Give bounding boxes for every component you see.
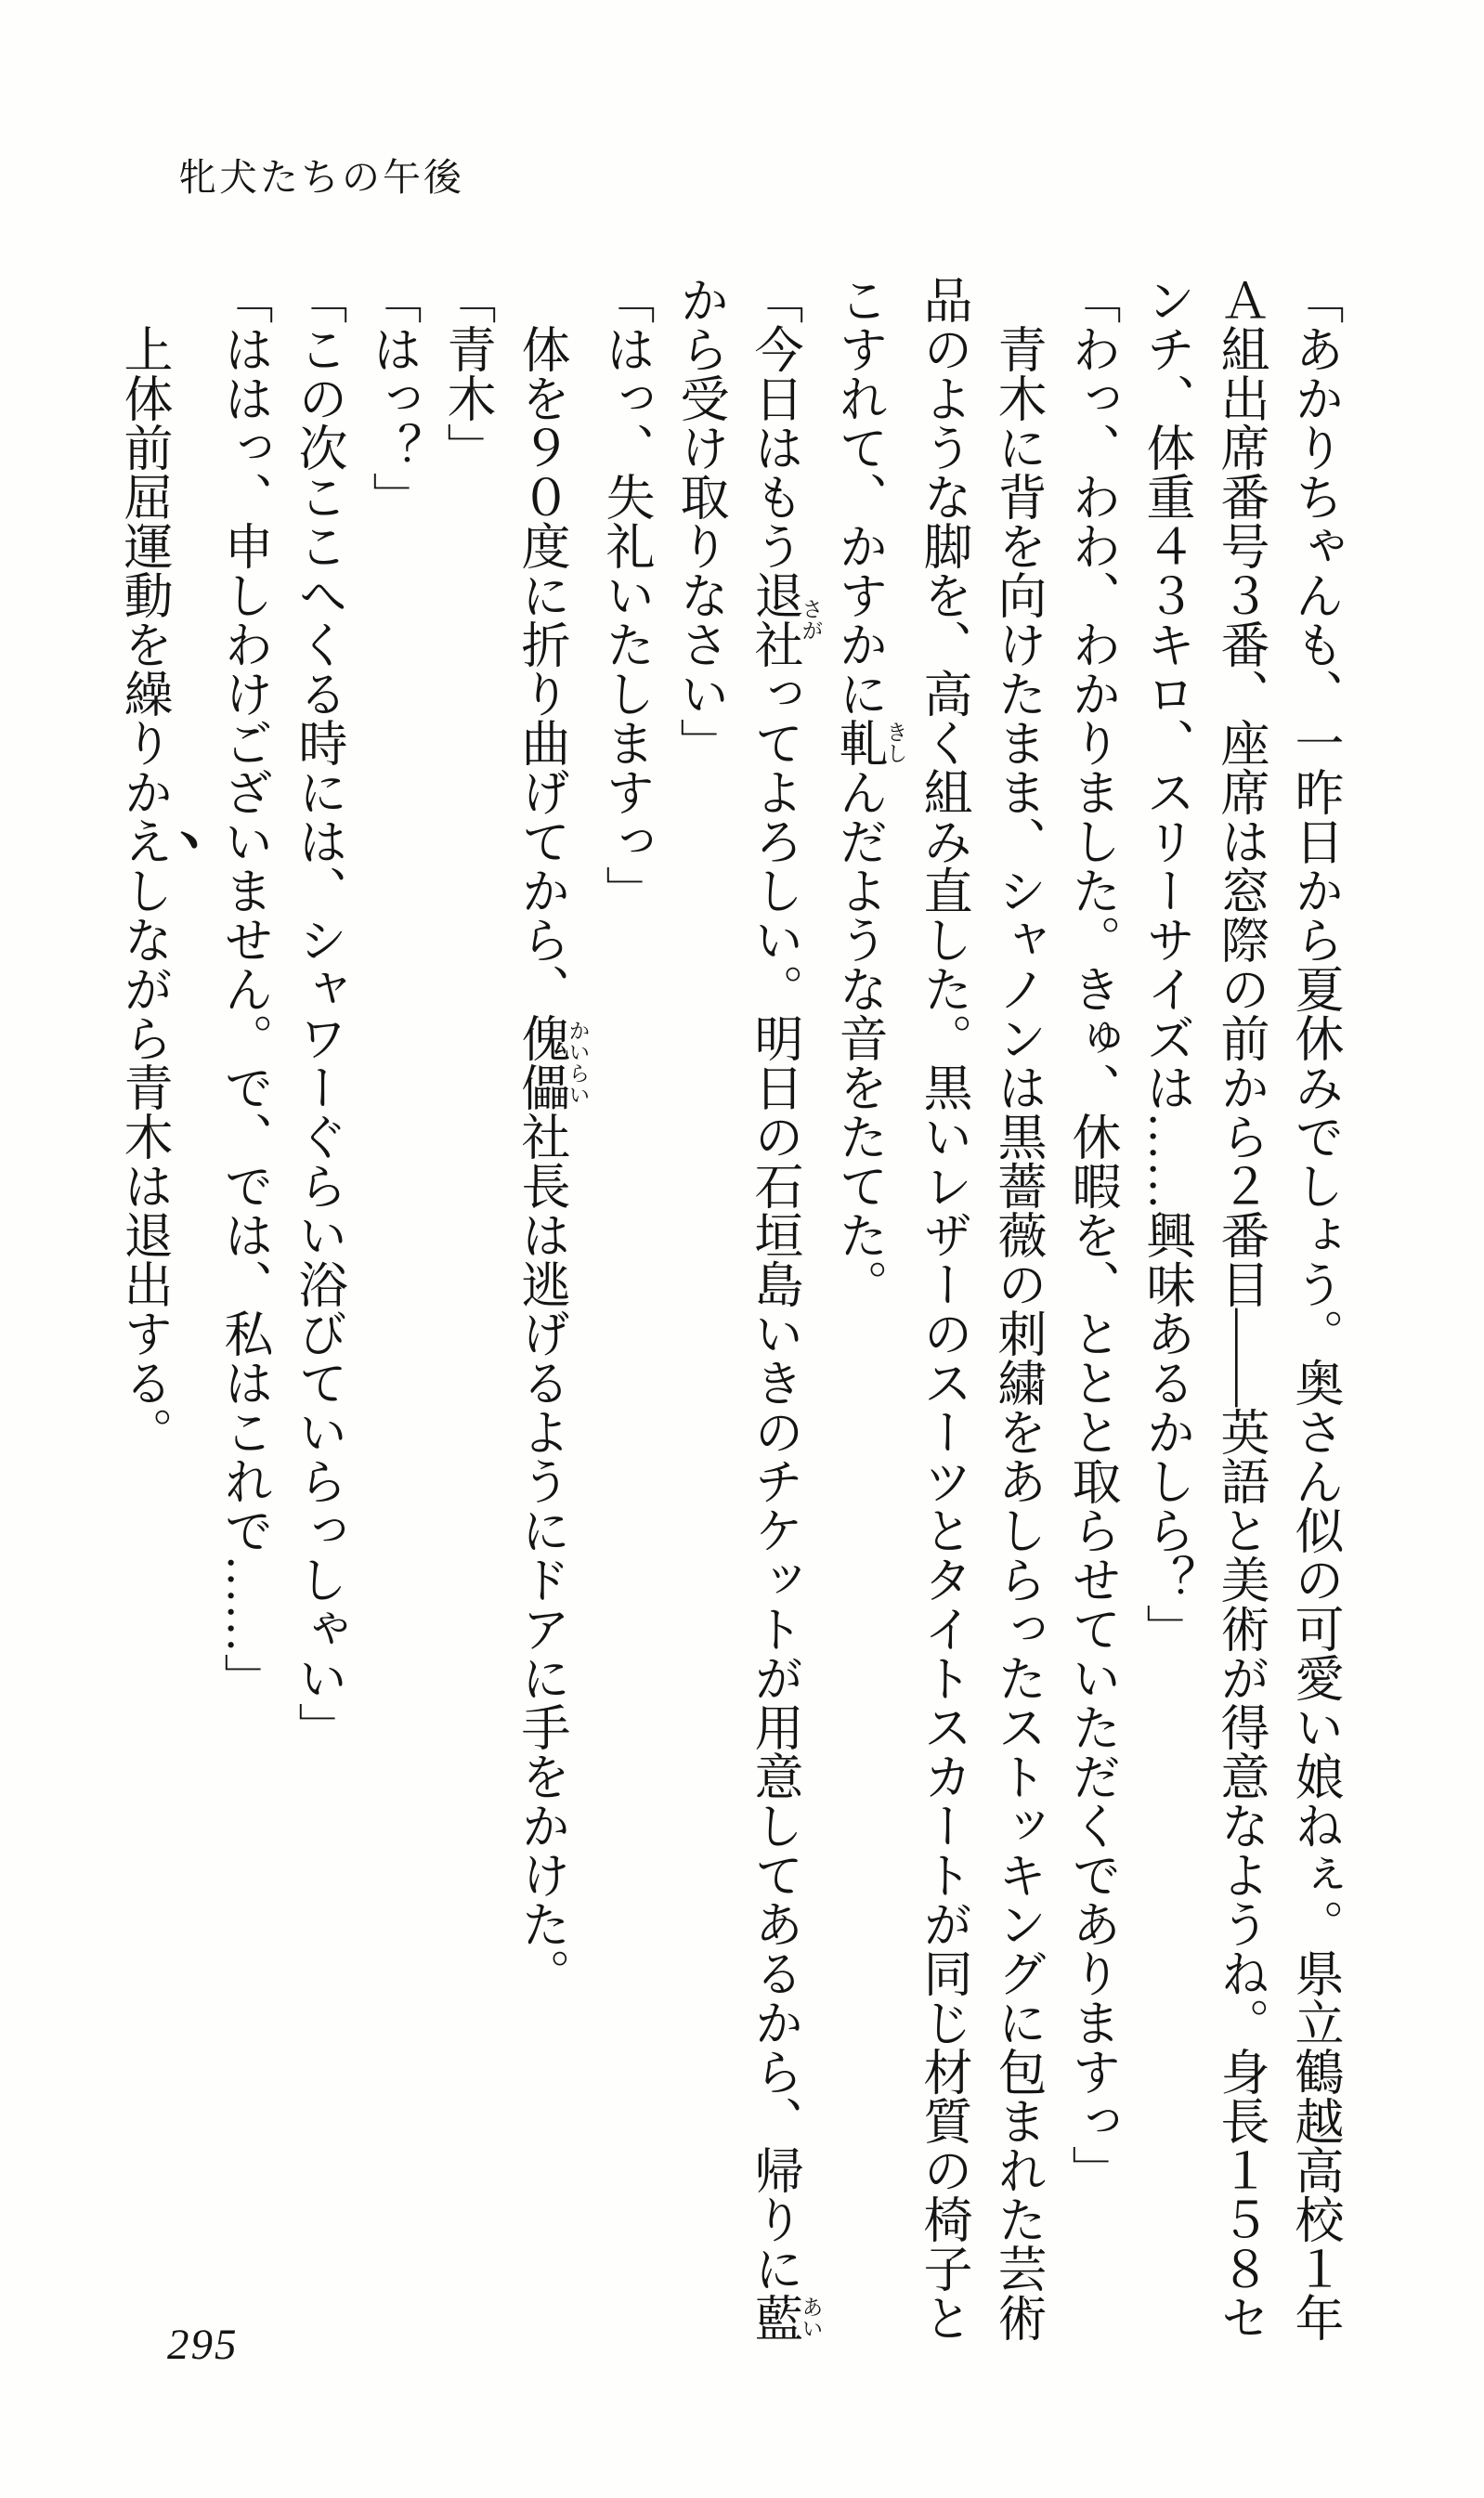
text-segment: 青木に背を向けたまま、シャノンは黒薔薇の刺繍をあしらったストッキングに包まれた芸術	[991, 324, 1045, 2342]
text-segment: 「あかりちゃんも、一昨日から夏休みでしょう。奥さん似の可愛い娘ねぇ。県立鶴越高校１年	[1288, 275, 1342, 2342]
text-line	[504, 275, 589, 2362]
text-segment: 「はっ、失礼いたしますっ」	[599, 275, 653, 915]
ruby-annotated-text: 傀儡かいらい	[514, 1013, 590, 1112]
text-line	[1055, 275, 1129, 2362]
text-line	[207, 275, 281, 2362]
text-line	[589, 275, 663, 2362]
ruby-annotated-text: 藍あい	[748, 2293, 823, 2342]
text-segment: 上体前屈運動を繰りか	[117, 324, 171, 816]
text-line	[822, 275, 906, 2362]
text-line	[981, 275, 1055, 2362]
running-title: 牝犬たちの午後	[178, 156, 464, 199]
text-segment: 「この次ここへくる時には、シャワーぐらい浴びていらっしゃい」	[292, 275, 345, 1751]
text-segment: 社長は逃げるようにドアに手をかけた。	[514, 1112, 568, 1997]
text-line	[430, 275, 504, 2362]
text-line	[1204, 275, 1278, 2362]
text-line	[281, 275, 356, 2362]
text-line	[663, 275, 737, 2362]
emphasized-text: え	[117, 816, 171, 865]
text-segment: から受け取りなさい」	[673, 275, 727, 767]
text-line	[107, 275, 207, 2362]
text-segment: 「わっ、わわ、わかりました。きゅ、休暇を、ととと取らせていただくでありますっ」	[1065, 275, 1119, 2194]
text-segment: ってよろしい。明日の石垣島いきのチケットが用意してあるから、帰りに	[748, 669, 801, 2293]
text-segment: こすれて、かすかに	[832, 275, 886, 718]
text-segment: 「ははっ、申しわけございません。で、では、私はこれで……」	[217, 275, 271, 1702]
text-line	[1129, 275, 1204, 2362]
text-segment: 品のような脚を、高く組み直した。黒いレザーのスーツとタイトスカートが同じ材質の椅子と	[917, 275, 970, 2342]
text-segment: Ａ組出席番号３番、座席は窓際の前から２番目——英語と美術が得意なようね。身長１５８セ	[1214, 275, 1268, 2342]
text-block	[107, 275, 1352, 2362]
text-segment: 「今日はもう	[748, 275, 801, 570]
text-segment: 体を９０度に折り曲げてから、	[514, 324, 568, 1013]
text-line	[737, 275, 822, 2362]
ruby-annotated-text: 退社さが	[748, 570, 823, 669]
text-line	[1278, 275, 1352, 2362]
text-segment: 「はっ？」	[366, 275, 420, 521]
text-line	[906, 275, 981, 2362]
ruby-annotated-text: 軋きし	[832, 718, 907, 767]
text-segment: 「青木」	[440, 275, 494, 472]
text-segment: んだような音をたてた。	[832, 767, 886, 1308]
text-segment: ンチ、体重４３キロ、スリーサイズは……興味あるかしら？」	[1139, 275, 1193, 1653]
text-line	[356, 275, 430, 2362]
text-segment: しながら青木は退出する。	[117, 865, 171, 1456]
page-number: 295	[167, 2321, 239, 2369]
